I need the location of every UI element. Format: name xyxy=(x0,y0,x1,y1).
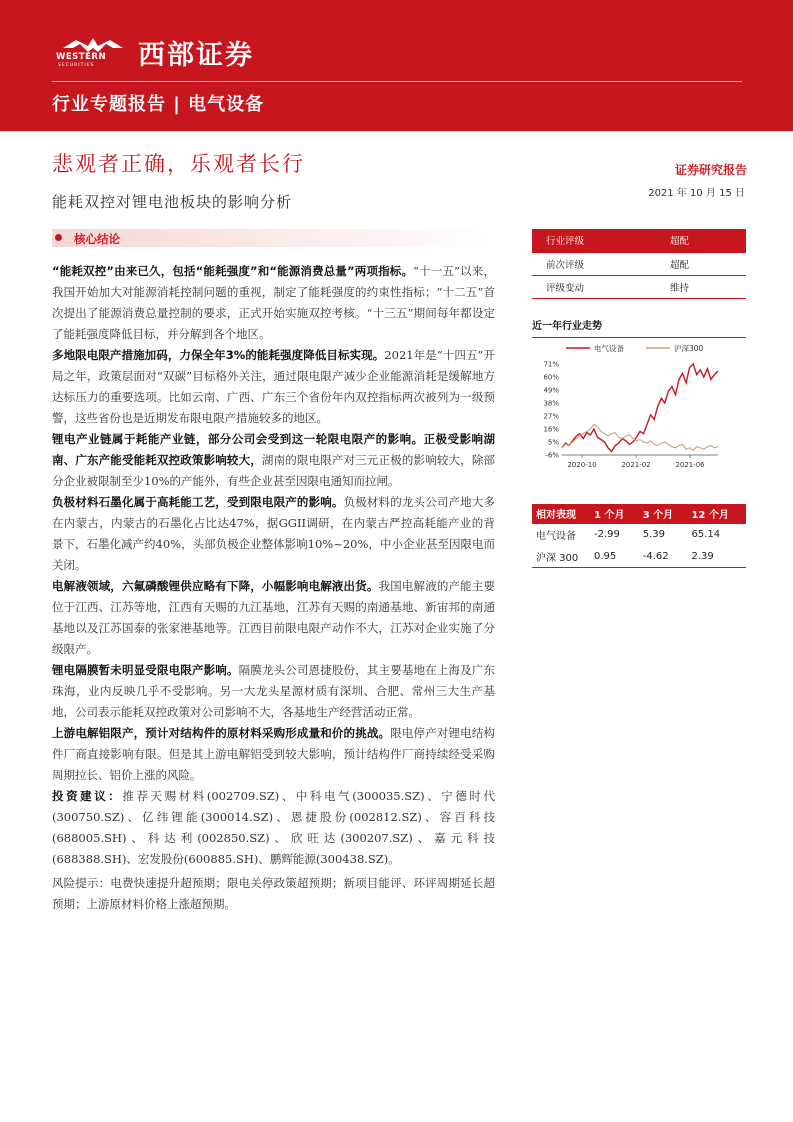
header-banner xyxy=(0,0,793,131)
paragraph xyxy=(52,492,495,576)
rating-label: 评级变动 xyxy=(532,275,660,298)
rating-label: 前次评级 xyxy=(532,252,660,275)
rating-row xyxy=(532,275,746,298)
logo-text-en-sub: SECURITIES xyxy=(58,63,95,68)
bullet-icon xyxy=(55,234,62,241)
y-tick-label: -6% xyxy=(545,451,559,459)
paragraph-lead: “能耗双控”由来已久，包括“能耗强度”和“能源消费总量”两项指标。 xyxy=(52,264,414,278)
paragraph-lead: 上游电解铝限产，预计对结构件的原材料采购形成量和价的挑战。 xyxy=(52,726,391,740)
paragraph xyxy=(52,723,495,786)
performance-cell: -2.99 xyxy=(594,529,620,540)
performance-cell: 5.39 xyxy=(642,529,665,540)
report-type: 证券研究报告 xyxy=(674,163,747,177)
performance-cell: -4.62 xyxy=(639,546,688,568)
paragraph xyxy=(52,660,495,723)
sub-title: 能耗双控对锂电池板块的影响分析 xyxy=(52,193,293,211)
y-tick-label: 71% xyxy=(543,360,559,368)
rating-label: 行业评级 xyxy=(532,229,660,252)
paragraph-text: 限电停产对锂电结构件厂商直接影响有限。但是其上游电解铝受到较大影响，预计结构件厂商持续经受采购周期拉长、铝价上涨的风险。 xyxy=(52,726,495,782)
paragraph xyxy=(52,261,495,345)
rating-table xyxy=(532,229,746,299)
section-header xyxy=(52,229,495,247)
paragraph-text: 推荐天赐材料(002709.SZ)、中科电气(300035.SZ)、宁德时代(300750.SZ)、亿纬锂能(300014.SZ)、恩捷股份(002812.SZ)、容百科技(688005.SH)、科达利(002850.SZ)、欣旺达(300207.SZ)、嘉元科技(688388.SH)、宏发股份(600885.SH)、鹏辉能源(300438.SZ)。 xyxy=(52,789,495,866)
paragraph xyxy=(52,786,495,870)
trend-chart-svg xyxy=(532,338,746,488)
paragraph-text: 我国电解液的产能主要位于江西、江苏等地，江西有天赐的九江基地，江苏有天赐的南通基地、新宙邦的南通基地以及江苏国泰的张家港基地等。江西目前限电限产动作不大，江苏对企业实施了分级限产。 xyxy=(52,579,496,656)
trend-title: 近一年行业走势 xyxy=(532,317,746,338)
performance-cell: 沪深 300 xyxy=(532,546,590,568)
trend-chart xyxy=(532,338,746,488)
y-tick-label: 27% xyxy=(543,412,559,420)
series-line-electrical xyxy=(562,364,718,452)
paragraph-text: 隔膜龙头公司恩捷股份，其主要基地在上海及广东珠海，业内反映几乎不受影响。另一大龙头星源材质有深圳、合肥、常州三大生产基地，公司表示能耗双控政策对公司影响不大，各基地生产经营活动正常。 xyxy=(52,663,495,719)
performance-header-row xyxy=(532,504,746,524)
rating-value: 超配 xyxy=(660,229,746,252)
banner-divider xyxy=(52,81,742,82)
paragraph-lead: 锂电隔膜暂未明显受限电限产影响。 xyxy=(52,663,239,677)
section-title: 核心结论 xyxy=(74,232,120,246)
sidebar xyxy=(532,229,746,568)
paragraph-text: 湖南的限电限产对三元正极的影响较大，除部分企业被限制至少10%的产能外，有些企业甚至因限电通知而拉闸。 xyxy=(52,453,496,488)
x-tick-label: 2021-02 xyxy=(621,460,651,469)
report-date: 2021 年 10 月 15 日 xyxy=(648,188,745,199)
paragraph-lead: 负极材料石墨化属于高耗能工艺，受到限电限产的影响。 xyxy=(52,495,344,509)
rating-value: 维持 xyxy=(660,275,746,298)
y-tick-label: 49% xyxy=(543,386,559,394)
performance-row xyxy=(532,546,746,568)
logo-text-en: WESTERN xyxy=(56,52,107,62)
y-tick-label: 5% xyxy=(547,438,559,446)
rating-row xyxy=(532,229,746,252)
paragraph-text: 2021年是“十四五”开局之年，政策层面对“双碳”目标格外关注，通过限电限产减少企业能源消耗是缓解地方达标压力的重要选项。比如云南、广西、广东三个省份年内双控指标两次被列为一级预警，这些省份也是近期发布限电限产措施较多的地区。 xyxy=(52,348,495,425)
performance-header: 12 个月 xyxy=(687,504,746,524)
paragraph-lead: 投资建议： xyxy=(52,789,123,803)
paragraph-text: 风险提示：电费快速提升超预期；限电关停政策超预期；新项目能评、环评周期延长超预期；上游原材料价格上涨超预期。 xyxy=(52,876,495,911)
paragraph xyxy=(52,429,495,492)
rating-value: 超配 xyxy=(660,252,746,275)
performance-cell: 电气设备 xyxy=(536,531,576,542)
series-line-hs300 xyxy=(562,424,718,450)
body-text xyxy=(52,261,495,915)
main-content xyxy=(52,229,495,915)
paragraph xyxy=(52,873,495,915)
rating-row xyxy=(532,252,746,275)
paragraph-text: “十一五”以来，我国开始加大对能源消耗控制问题的重视，制定了能耗强度的约束性指标；“十二五”首次提出了能源消费总量控制的要求，正式开始实施双控考核。“十三五”期间每年都设定了能耗强度降低目标，并分解到各个地区。 xyxy=(52,264,495,341)
legend-label: 电气设备 xyxy=(594,343,624,353)
x-tick-label: 2020-10 xyxy=(567,460,597,469)
main-title: 悲观者正确，乐观者长行 xyxy=(52,152,305,176)
y-tick-label: 38% xyxy=(543,399,559,407)
y-tick-label: 16% xyxy=(543,425,559,433)
performance-cell: 2.39 xyxy=(687,546,746,568)
performance-cell: 0.95 xyxy=(590,546,639,568)
report-category: 行业专题报告 | 电气设备 xyxy=(52,94,265,115)
paragraph-lead: 锂电产业链属于耗能产业链，部分公司会受到这一轮限电限产的影响。正极受影响湖南、广东产能受能耗双控政策影响较大， xyxy=(52,432,495,467)
paragraph-text: 负极材料的龙头公司产地大多在内蒙古，内蒙古的石墨化占比达47%，据GGII调研，在内蒙古严控高耗能产业的背景下，石墨化减产约40%，头部负极企业整体影响10%~20%，中小企业甚至因限电而关闭。 xyxy=(52,495,496,572)
logo-text-cn: 西部证券 xyxy=(138,40,254,71)
y-tick-label: 60% xyxy=(543,373,559,381)
paragraph-lead: 多地限电限产措施加码，力保全年3%的能耗强度降低目标实现。 xyxy=(52,348,385,362)
performance-cell: 65.14 xyxy=(691,529,721,540)
paragraph xyxy=(52,345,495,429)
performance-header: 相对表现 xyxy=(532,504,590,524)
performance-header: 1 个月 xyxy=(590,504,639,524)
paragraph xyxy=(52,576,495,660)
performance-header: 3 个月 xyxy=(639,504,688,524)
performance-row xyxy=(532,524,746,546)
legend-label: 沪深300 xyxy=(674,343,704,353)
paragraph-lead: 电解液领域，六氟磷酸锂供应略有下降，小幅影响电解液出货。 xyxy=(52,579,379,593)
x-tick-label: 2021-06 xyxy=(675,460,705,469)
performance-table xyxy=(532,504,746,569)
